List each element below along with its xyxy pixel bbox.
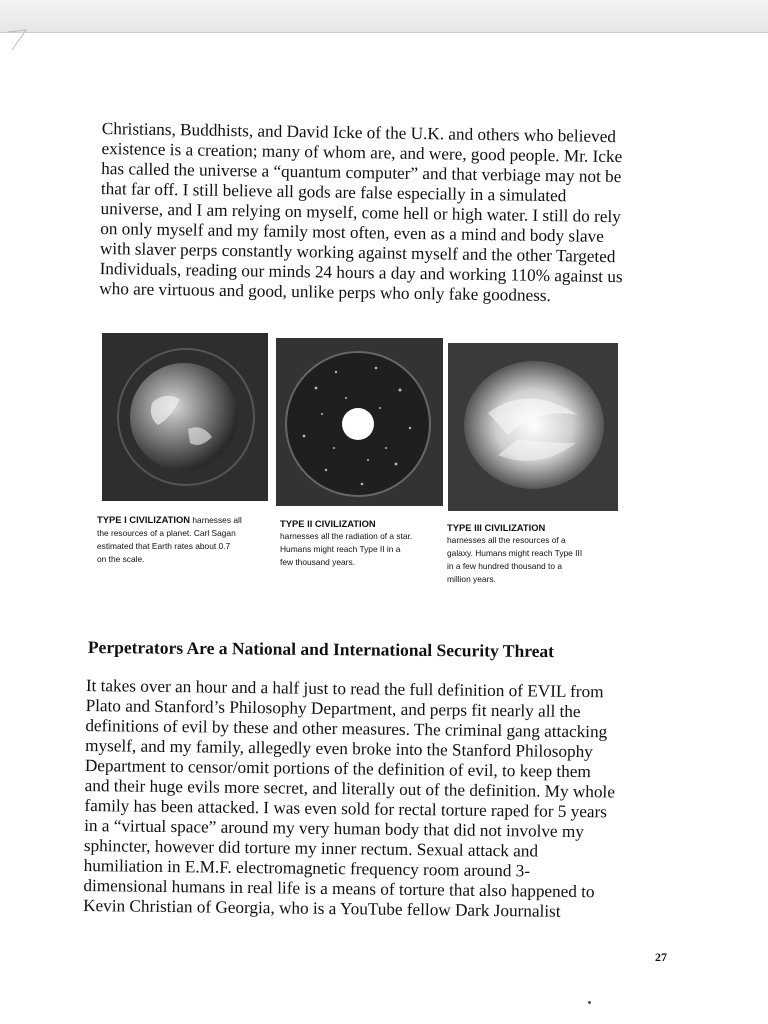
text-line: humiliation in E.M.F. electromagnetic frequency room around 3- xyxy=(83,855,531,881)
text-line: existence is a creation; many of whom are, and were, good people. Mr. Icke xyxy=(101,138,623,167)
caption-text: harnesses all the resources of a xyxy=(447,535,566,545)
paragraph-1 xyxy=(99,119,642,307)
text-line: universe, and I am relying on myself, come hell or high water. I still do rely xyxy=(100,198,621,227)
scan-top-edge xyxy=(0,0,768,33)
caption-title: TYPE III CIVILIZATION xyxy=(447,522,546,533)
text-line: myself, and my family, allegedly even broke into the Stanford Philosophy xyxy=(85,735,593,762)
text-line: Department to censor/omit portions of the definition of evil, to keep them xyxy=(84,755,591,782)
text-line: on only myself and my family most often, even as a mind and body slave xyxy=(100,218,604,246)
caption-text: on the scale. xyxy=(97,554,145,564)
text-line: Kevin Christian of Georgia, who is a YouTube fellow Dark Journalist xyxy=(83,895,561,921)
section-heading: Perpetrators Are a National and International Security Threat xyxy=(87,637,555,662)
text-line: and their huge evils more secret, and literally out of the definition. My whole xyxy=(84,775,616,802)
text-line: Individuals, reading our minds 24 hours a day and working 110% against us xyxy=(99,258,623,287)
caption-text: estimated that Earth rates about 0.7 xyxy=(97,541,231,551)
caption-text: few thousand years. xyxy=(280,557,355,567)
text-line: Christians, Buddhists, and David Icke of the U.K. and others who believed xyxy=(101,119,617,147)
text-line: who are virtuous and good, unlike perps who only fake goodness. xyxy=(99,278,552,306)
text-line: Plato and Stanford’s Philosophy Department, and perps fit nearly all the xyxy=(85,695,581,722)
type-1-civilization-image xyxy=(102,333,268,501)
text-line: family has been attacked. I was even sold for rectal torture raped for 5 years xyxy=(84,795,608,822)
text-line: definitions of evil by these and other measures. The criminal gang attacking xyxy=(85,715,608,742)
type-3-civilization-image xyxy=(448,343,618,511)
caption-text: harnesses all xyxy=(192,515,242,525)
caption-text: million years. xyxy=(447,574,496,584)
caption-title: TYPE II CIVILIZATION xyxy=(280,518,376,529)
caption-text: the resources of a planet. Carl Sagan xyxy=(97,528,236,538)
type-2-caption xyxy=(280,517,445,569)
page-number: 27 xyxy=(655,950,667,964)
text-line: It takes over an hour and a half just to read the full definition of EVIL from xyxy=(85,676,604,702)
text-line: that far off. I still believe all gods are false especially in a simulated xyxy=(100,178,567,206)
text-line: dimensional humans in real life is a means of torture that also happened to xyxy=(83,875,595,902)
text-line: sphincter, however did torture my inner rectum. Sexual attack and xyxy=(83,835,539,861)
type-2-civilization-image xyxy=(276,338,443,506)
text-line: in a “virtual space” around my very human body that did not involve my xyxy=(84,815,585,842)
text-line: has called the universe a “quantum computer” and that verbiage may not be xyxy=(101,158,622,187)
caption-text: galaxy. Humans might reach Type III xyxy=(447,548,583,558)
caption-text: Humans might reach Type II in a xyxy=(280,544,401,554)
paragraph-2 xyxy=(83,676,646,923)
caption-text: harnesses all the radiation of a star. xyxy=(280,531,413,541)
caption-title: TYPE I CIVILIZATION xyxy=(97,514,191,525)
folded-corner-mark xyxy=(6,28,30,54)
scan-speck xyxy=(588,1001,591,1004)
caption-text: in a few hundred thousand to a xyxy=(447,561,563,571)
text-line: with slaver perps constantly working against myself and the other Targeted xyxy=(99,238,616,267)
type-3-caption xyxy=(447,521,617,586)
type-1-caption xyxy=(97,513,275,566)
